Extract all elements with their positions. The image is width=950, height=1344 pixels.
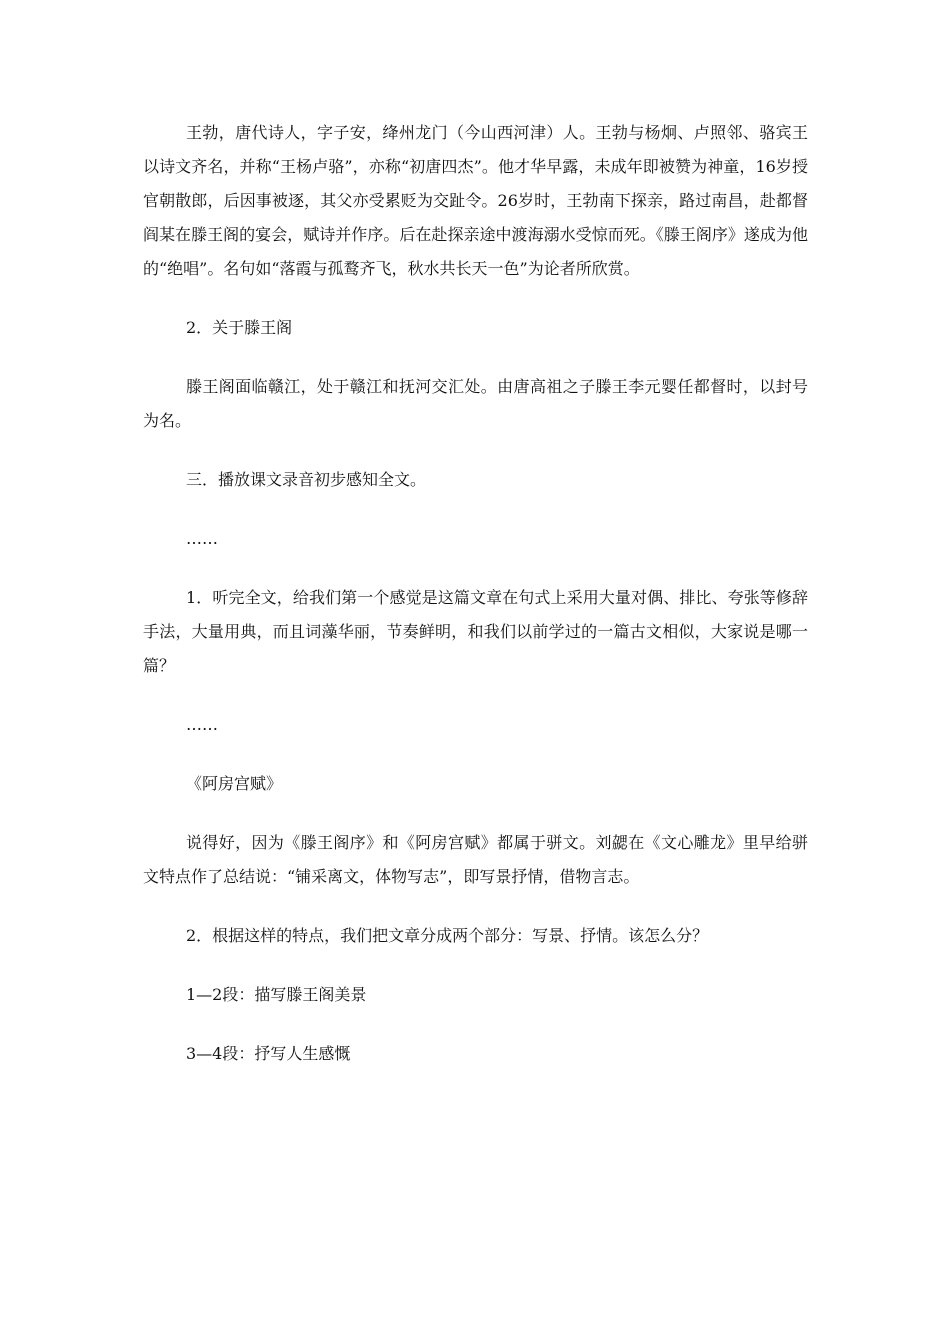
document-body xyxy=(143,116,808,1096)
answer-epang-palace: 《阿房宫赋》 xyxy=(186,774,283,793)
paragraph-pianwen: 说得好，因为《滕王阁序》和《阿房宫赋》都属于骈文。刘勰在《文心雕龙》里早给骈文特点作了总结说：“铺采离文，体物写志”，即写景抒情，借物言志。 xyxy=(143,833,808,886)
question-1: 1．听完全文，给我们第一个感觉是这篇文章在句式上采用大量对偶、排比、夸张等修辞手法，大量用典，而且词藻华丽，节奏鲜明，和我们以前学过的一篇古文相似，大家说是哪一篇？ xyxy=(143,588,808,675)
paragraph-wang-bo-bio: 王勃，唐代诗人，字子安，绛州龙门（今山西河津）人。王勃与杨炯、卢照邻、骆宾王以诗文齐名，并称“王杨卢骆”，亦称“初唐四杰”。他才华早露，未成年即被赞为神童，16岁授官朝散郎，后因事被逐，其父亦受累贬为交趾令。26岁时，王勃南下探亲，路过南昌，赴都督阎某在滕王阁的宴会，赋诗并作序。后在赴探亲途中渡海溺水受惊而死。《滕王阁序》遂成为他的“绝唱”。名句如“落霞与孤鹜齐飞，秋水共长天一色”为论者所欣赏。 xyxy=(143,123,808,278)
heading-play-recording: 三．播放课文录音初步感知全文。 xyxy=(186,470,427,489)
section-3-4: 3—4段：抒写人生感慨 xyxy=(186,1044,351,1063)
question-2: 2．根据这样的特点，我们把文章分成两个部分：写景、抒情。该怎么分？ xyxy=(186,926,709,945)
heading-about-tengwang-pavilion: 2．关于滕王阁 xyxy=(186,318,293,337)
section-1-2: 1—2段：描写滕王阁美景 xyxy=(186,985,367,1004)
paragraph-tengwang-pavilion: 滕王阁面临赣江，处于赣江和抚河交汇处。由唐高祖之子滕王李元婴任都督时，以封号为名。 xyxy=(143,377,808,430)
ellipsis-2: …… xyxy=(186,715,218,734)
ellipsis-1: …… xyxy=(186,529,218,548)
